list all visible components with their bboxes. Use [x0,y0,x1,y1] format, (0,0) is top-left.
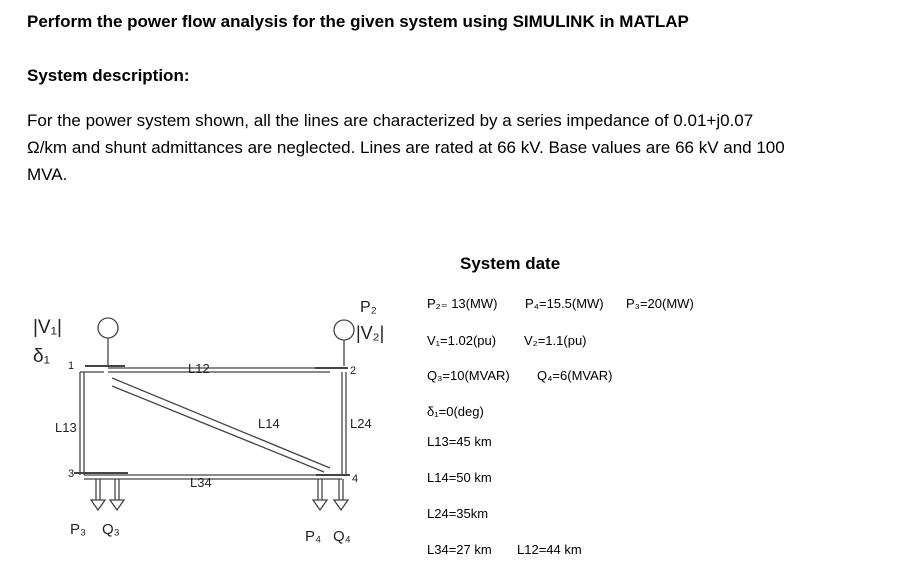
line-l24-label: L24 [350,416,372,431]
description-line-2: Ω/km and shunt admittances are neglected. Lines are rated at 66 kV. Base values are 66 kV and 100 [27,138,785,157]
load-3-p-label: P₃ [70,521,87,538]
description-line-1: For the power system shown, all the lines are characterized by a series impedance of 0.01+j0.07 [27,111,754,130]
generator-1-icon [98,318,118,338]
data-p4: P₄=15.5(MW) [525,296,604,311]
bus-1-number: 1 [68,360,75,372]
data-l24: L24=35km [427,506,489,521]
data-delta1: δ₁=0(deg) [427,404,484,419]
system-data-heading: System date [460,254,561,273]
bus-4-number: 4 [352,473,359,485]
data-l34: L34=27 km [427,542,492,557]
line-l14-label: L14 [258,416,280,431]
bus-2-voltage-label: |V₂| [356,323,385,343]
bus-1-voltage-label: |V₁| [33,317,62,338]
load-3-arrows-icon [91,479,124,510]
line-l34-label: L34 [190,475,212,490]
data-v1: V₁=1.02(pu) [427,333,497,348]
load-4-p-label: P₄ [305,528,322,545]
data-q3: Q₃=10(MVAR) [427,368,510,383]
load-4-arrows-icon [313,479,348,510]
data-l14: L14=50 km [427,470,492,485]
line-l13-label: L13 [55,420,77,435]
description-heading: System description: [27,66,190,85]
data-p2: P₂₌ 13(MW) [427,296,498,311]
generator-2-icon [334,320,354,340]
bus-2-power-label: P₂ [360,299,377,316]
load-4-q-label: Q₄ [333,528,351,545]
line-l12-label: L12 [188,361,210,376]
bus-1-angle-label: δ₁ [33,346,50,367]
page-title: Perform the power flow analysis for the given system using SIMULINK in MATLAP [27,12,689,31]
data-l12: L12=44 km [517,542,582,557]
data-q4: Q₄=6(MVAR) [537,368,613,383]
bus-3-number: 3 [68,468,75,480]
data-p3: P₃=20(MW) [626,296,694,311]
data-v2: V₂=1.1(pu) [524,333,587,348]
data-l13: L13=45 km [427,434,492,449]
bus-2-number: 2 [350,365,357,377]
description-line-3: MVA. [27,165,68,184]
load-3-q-label: Q₃ [102,521,120,538]
